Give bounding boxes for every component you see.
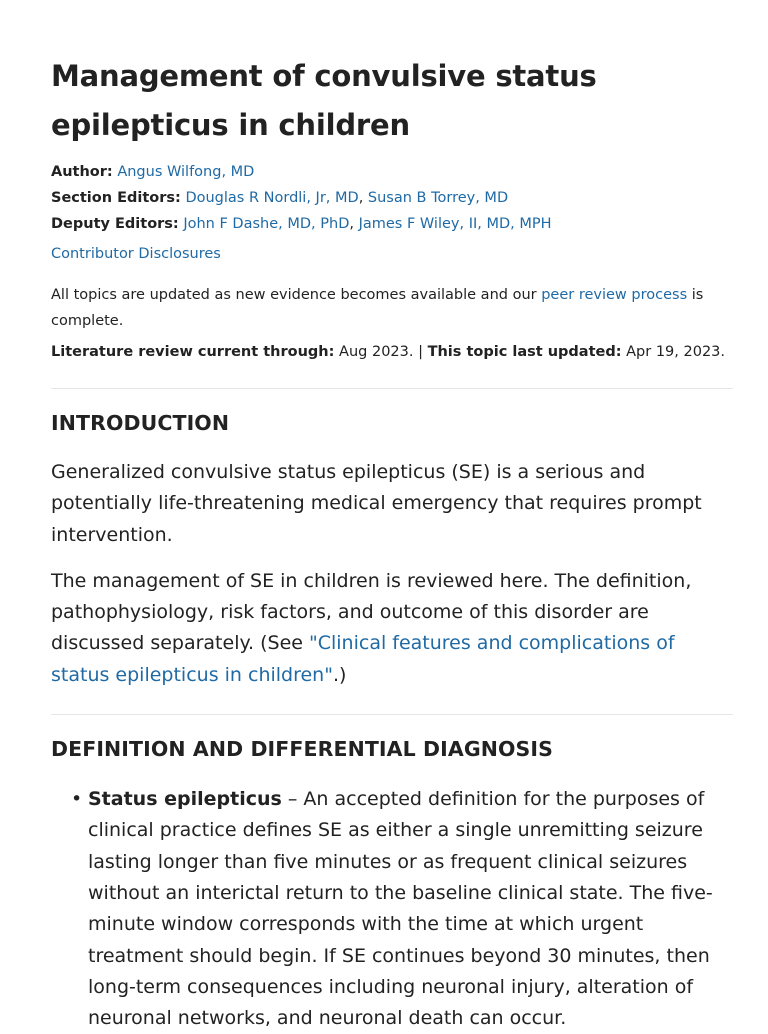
paragraph-text-end: .): [332, 663, 347, 686]
author-link[interactable]: Angus Wilfong, MD: [117, 164, 255, 180]
update-note: [51, 282, 733, 334]
update-note-text-end: is complete.: [51, 287, 704, 329]
disclosures-row: [51, 244, 733, 264]
update-note-text: All topics are updated as new evidence becomes available and our: [51, 287, 542, 303]
separator: ,: [349, 216, 359, 232]
deputy-editor-link[interactable]: John F Dashe, MD, PhD: [183, 216, 350, 232]
contributor-disclosures-link[interactable]: Contributor Disclosures: [51, 246, 221, 262]
separator: ,: [358, 190, 368, 206]
bullet-marker: •: [71, 788, 83, 811]
list-item: [71, 784, 733, 1034]
section-divider: [51, 388, 733, 389]
article-metadata: [51, 159, 733, 237]
bullet-term: Status epilepticus: [88, 788, 282, 811]
section-editors-row: [51, 185, 733, 211]
definition-list: [51, 784, 733, 1034]
section-divider: [51, 714, 733, 715]
lit-review-label: Literature review current through:: [51, 344, 335, 360]
definition-heading: DEFINITION AND DIFFERENTIAL DIAGNOSIS: [51, 737, 553, 762]
introduction-paragraph: [51, 566, 733, 691]
deputy-editors-label: Deputy Editors:: [51, 216, 179, 232]
bullet-text: – An accepted definition for the purposes of clinical practice defines SE as either a single unremitting seizure lasting longer than five minutes or as frequent clinical seizures without an interictal return to the baseline clinical state. The five-minute window corresponds with the time at which urgent treatment should begin. If SE continues beyond 30 minutes, then long-term consequences including neuronal injury, alteration of neuronal networks, and neuronal death can occur.: [88, 788, 713, 1030]
last-updated-label: This topic last updated:: [427, 344, 622, 360]
see-also-link[interactable]: "Clinical features and complications of status epilepticus in children": [51, 632, 675, 686]
peer-review-link[interactable]: peer review process: [541, 287, 688, 303]
author-row: [51, 159, 733, 185]
section-editor-link[interactable]: Douglas R Nordli, Jr, MD: [185, 190, 359, 206]
page-title: Management of convulsive status epilepticus in children: [51, 59, 597, 142]
deputy-editor-link[interactable]: James F Wiley, II, MD, MPH: [358, 216, 552, 232]
review-dates: [51, 342, 733, 362]
author-label: Author:: [51, 164, 113, 180]
deputy-editors-row: [51, 211, 733, 237]
section-editor-link[interactable]: Susan B Torrey, MD: [367, 190, 509, 206]
lit-review-value: Aug 2023. |: [334, 344, 428, 360]
introduction-paragraph: Generalized convulsive status epilepticus (SE) is a serious and potentially life-threatening medical emergency that requires prompt intervention.: [51, 461, 702, 546]
introduction-heading: INTRODUCTION: [51, 411, 230, 435]
paragraph-text: The management of SE in children is reviewed here. The definition, pathophysiology, risk factors, and outcome of this disorder are discussed separately. (See: [51, 569, 692, 655]
section-editors-label: Section Editors:: [51, 190, 181, 206]
last-updated-value: Apr 19, 2023.: [621, 344, 726, 360]
